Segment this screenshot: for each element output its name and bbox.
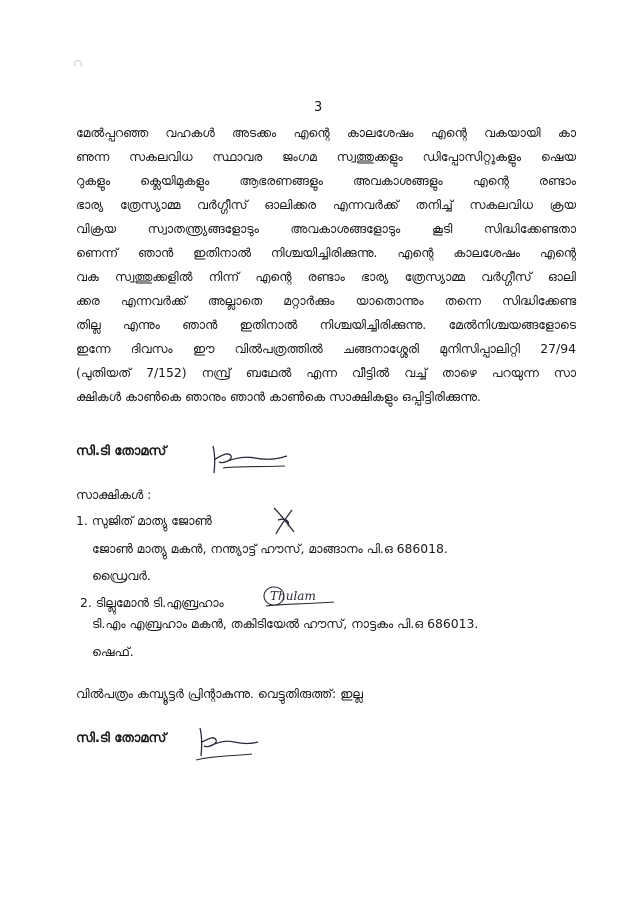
witness-2-name: 2. ടില്ലുമോൻ ടി.എബ്രഹാം: [80, 595, 224, 610]
testator-name: സി.ടി തോമസ്: [76, 444, 167, 459]
body-line: തില്ല എന്നും ഞാൻ ഇതിനാൽ നിശ്ചയിച്ചിരിക്കുന്നു. മേൽനിശ്ചയങ്ങളോടെ: [76, 317, 576, 332]
page-number: 3: [314, 100, 323, 115]
witness-2-signature: [262, 582, 338, 614]
testator-name-repeat: സി.ടി തോമസ്: [76, 731, 167, 746]
body-line: വിക്രയ സ്വാതന്ത്ര്യങ്ങളോടും അവകാശങ്ങളോടും കൂടി സിദ്ധിക്കേണ്ടതാ: [76, 221, 576, 236]
scan-mark: [74, 60, 82, 68]
testator-signature-repeat: [192, 722, 262, 766]
body-line: വക സ്വത്തുക്കളിൽ നിന്ന് എന്റെ രണ്ടാം ഭാര്യ ത്രേസ്യാമ്മ വർഗ്ഗീസ് ഓലി: [76, 269, 576, 284]
testator-signature: [205, 440, 295, 480]
body-line: ഭാര്യ ത്രേസ്യാമ്മ വർഗ്ഗീസ് ഓലിക്കര എന്നവർക്ക് തനിച്ച് സകലവിധ ക്രയ: [76, 197, 576, 212]
svg-text:Thulam: Thulam: [270, 589, 316, 603]
witness-1-address: ജോൺ മാത്യു മകൻ, നന്ത്യാട്ട് ഹൗസ്, മാങ്ങാനം പി.ഒ 686018.: [92, 541, 448, 556]
witnesses-heading: സാക്ഷികൾ :: [76, 487, 152, 502]
body-line: ക്ഷികൾ കാൺകെ ഞാനും ഞാൻ കാൺകെ സാക്ഷികളും ഒപ്പിട്ടിരിക്കുന്നു.: [76, 389, 481, 404]
body-line: ണെന്ന് ഞാൻ ഇതിനാൽ നിശ്ചയിച്ചിരിക്കുന്നു. എന്റെ കാലശേഷം എന്റെ: [76, 245, 576, 260]
body-line: റുകളും ക്ലെയിമുകളും ആഭരണങ്ങളും അവകാശങ്ങളും എന്റെ രണ്ടാം: [76, 173, 576, 188]
witness-1-occupation: ഡ്രൈവർ.: [92, 568, 151, 583]
witness-2-occupation: ഷെഫ്.: [92, 644, 134, 659]
witness-1-signature: [268, 502, 302, 538]
witness-2-address: ടി.എം എബ്രഹാം മകൻ, തകിടിയേൽ ഹൗസ്, നാട്ടകം പി.ഒ 686013.: [92, 616, 479, 631]
body-line: ക്കര എന്നവർക്ക് അല്ലാതെ മറ്റാർക്കും യാതൊന്നും തന്നെ സിദ്ധിക്കേണ്ട: [76, 293, 576, 308]
body-line: മേൽപ്പറഞ്ഞ വഹകൾ അടക്കം എന്റെ കാലശേഷം എന്റെ വകയായി കാ: [76, 125, 576, 140]
body-line: ഇന്നേ ദിവസം ഈ വിൽപത്രത്തിൽ ചങ്ങനാശ്ശേരി മുനിസിപ്പാലിറ്റി 27/94: [76, 341, 576, 356]
footer-note: വിൽപത്രം കമ്പ്യൂട്ടർ പ്രിന്റാകുന്നു. വെട്ടുതിരുത്ത്: ഇല്ല: [76, 686, 363, 701]
witness-1-name: 1. സുജിത് മാത്യു ജോൺ: [76, 513, 212, 528]
body-line: ണുന്ന സകലവിധ സ്ഥാവര ജംഗമ സ്വത്തുക്കളും ഡിപ്പോസിറ്റുകളും ഷെയ: [76, 149, 576, 164]
body-line: (പുതിയത് 7/152) നമ്പ്ര് ബഥേൽ എന്ന വീട്ടിൽ വച്ച് താഴെ പറയുന്ന സാ: [76, 365, 576, 380]
